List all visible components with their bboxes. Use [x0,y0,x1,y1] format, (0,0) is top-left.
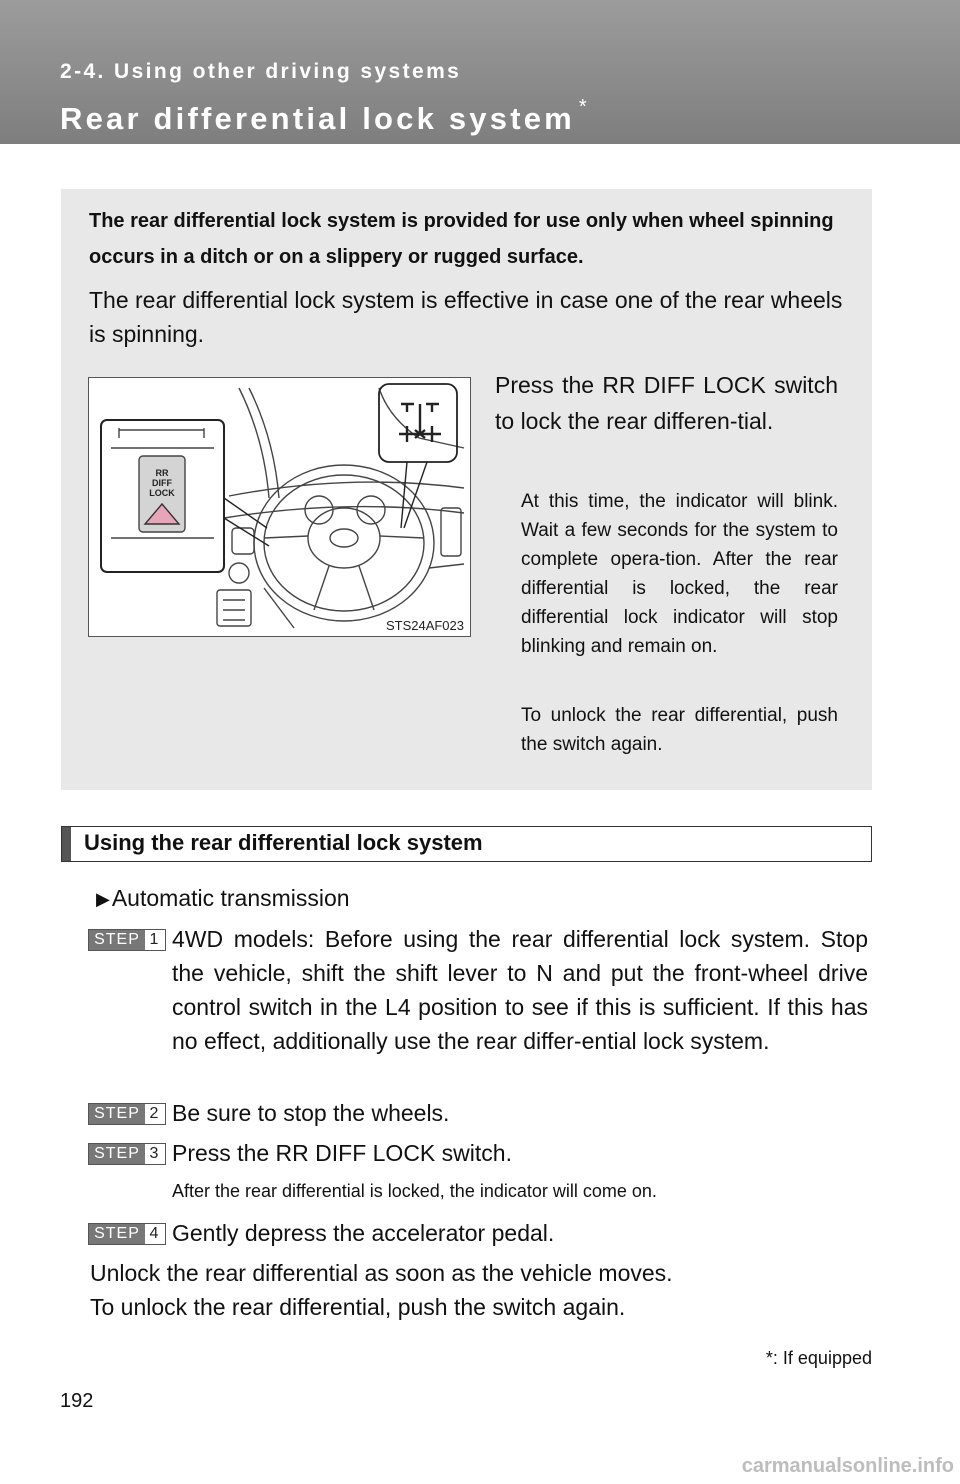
transmission-label [96,885,350,912]
section-heading [61,826,872,862]
footnote [766,1348,872,1369]
step-number: 3 [149,1145,159,1162]
step-number: 4 [149,1225,159,1242]
step-3-text: Press the RR DIFF LOCK switch. [172,1140,512,1166]
watermark: carmanualsonline.info [741,1455,954,1477]
section-heading-text: Using the rear differential lock system [84,830,483,855]
intro-normal-text: The rear differential lock system is effective in case one of the rear wheels is spinning. [89,287,843,347]
triangle-right-icon: ▶ [96,889,110,909]
intro-box [61,189,872,790]
step-word: STEP [89,1224,145,1244]
switch-label-line-1: RR [155,468,169,478]
step-3-note: After the rear differential is locked, the indicator will come on. [172,1181,657,1201]
unlock-line-2: To unlock the rear differential, push the switch again. [90,1294,626,1320]
page-title [60,96,590,137]
indicator-note: At this time, the indicator will blink. Wait a few seconds for the system to complete opera-tion. After the rear differential is locked, the rear differential lock indicator will stop blinking and remain on. [521,491,838,657]
title-footnote-mark: * [578,96,590,118]
section-label: 2-4. Using other driving systems [60,60,462,83]
switch-label-line-3: LOCK [149,488,175,498]
figure-code: STS24AF023 [385,618,464,633]
press-instruction: Press the RR DIFF LOCK switch to lock the rear differen-tial. [495,372,838,434]
dashboard-figure [88,377,471,637]
dashboard-illustration [89,378,470,636]
step-word: STEP [89,1104,145,1124]
step-4-text: Gently depress the accelerator pedal. [172,1220,555,1246]
transmission-text: Automatic transmission [111,885,350,911]
switch-label-line-2: DIFF [152,478,172,488]
heading-bar [62,827,71,861]
step-4-badge [88,1223,166,1245]
footnote-text: : If equipped [772,1348,872,1368]
step-2-badge [88,1103,166,1125]
step-3-badge [88,1143,166,1165]
step-1-text: 4WD models: Before using the rear differential lock system. Stop the vehicle, shift the shift lever to N and put the front-wheel drive control switch in the L4 position to see if this is sufficient. If this has no effect, additionally use the rear differ-ential lock system. [172,926,868,1054]
unlock-note: To unlock the rear differential, push the switch again. [521,705,838,755]
step-number: 1 [149,931,159,948]
step-word: STEP [89,1144,145,1164]
page-title-text: Rear differential lock system [60,101,575,136]
step-1-badge [88,929,166,951]
unlock-line-1: Unlock the rear differential as soon as the vehicle moves. [90,1260,673,1286]
step-2-text: Be sure to stop the wheels. [172,1100,450,1126]
intro-bold-text: The rear differential lock system is provided for use only when wheel spinning occurs in a ditch or on a slippery or rugged surface. [89,210,834,268]
footnote-mark: * [765,1348,773,1368]
page-number: 192 [60,1390,94,1412]
step-number: 2 [149,1105,159,1122]
step-word: STEP [89,930,145,950]
page-header [0,0,960,144]
